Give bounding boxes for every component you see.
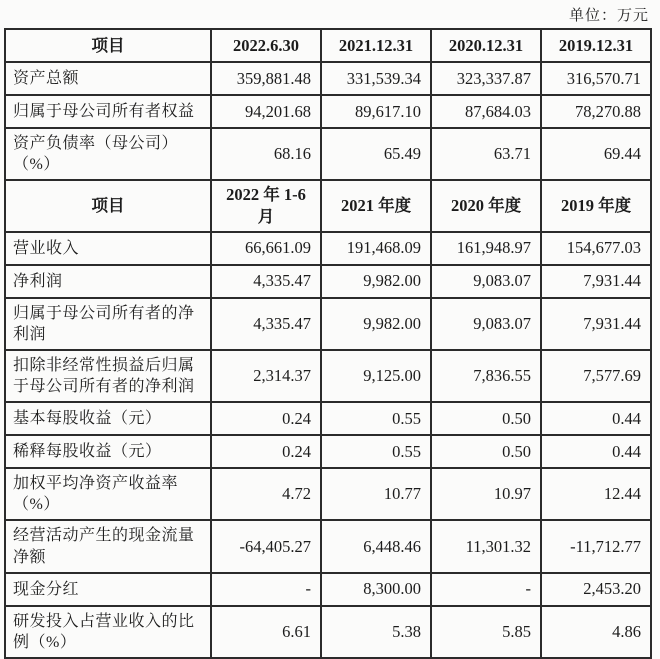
value-cell: 87,684.03 <box>431 95 541 128</box>
value-cell: 9,125.00 <box>321 350 431 402</box>
value-cell: 2,453.20 <box>541 573 651 606</box>
value-cell: 6.61 <box>211 606 321 658</box>
row-label-cell: 研发投入占营业收入的比例（%） <box>5 606 211 658</box>
value-cell: 0.55 <box>321 435 431 468</box>
row-label-cell: 基本每股收益（元） <box>5 402 211 435</box>
value-cell: 323,337.87 <box>431 62 541 95</box>
value-cell: 161,948.97 <box>431 232 541 265</box>
value-cell: 7,577.69 <box>541 350 651 402</box>
column-header-cell: 2022.6.30 <box>211 29 321 62</box>
value-cell: 4,335.47 <box>211 265 321 298</box>
value-cell: 316,570.71 <box>541 62 651 95</box>
column-header-cell: 2021 年度 <box>321 180 431 232</box>
value-cell: 4.86 <box>541 606 651 658</box>
header-row <box>5 29 651 62</box>
table-row <box>5 573 651 606</box>
value-cell: 65.49 <box>321 128 431 180</box>
table-row <box>5 520 651 572</box>
value-cell: 154,677.03 <box>541 232 651 265</box>
row-label-cell: 归属于母公司所有者的净利润 <box>5 298 211 350</box>
value-cell: 2,314.37 <box>211 350 321 402</box>
value-cell: 0.44 <box>541 402 651 435</box>
column-header-cell: 2020.12.31 <box>431 29 541 62</box>
value-cell: 78,270.88 <box>541 95 651 128</box>
value-cell: 66,661.09 <box>211 232 321 265</box>
table-row <box>5 298 651 350</box>
value-cell: 9,083.07 <box>431 265 541 298</box>
value-cell: 7,931.44 <box>541 265 651 298</box>
value-cell: 10.77 <box>321 468 431 520</box>
value-cell: -64,405.27 <box>211 520 321 572</box>
value-cell: 4.72 <box>211 468 321 520</box>
value-cell: 6,448.46 <box>321 520 431 572</box>
value-cell: 69.44 <box>541 128 651 180</box>
table-row <box>5 232 651 265</box>
value-cell: 0.50 <box>431 435 541 468</box>
row-label-cell: 资产总额 <box>5 62 211 95</box>
value-cell: 0.55 <box>321 402 431 435</box>
value-cell: -11,712.77 <box>541 520 651 572</box>
value-cell: 8,300.00 <box>321 573 431 606</box>
value-cell: 63.71 <box>431 128 541 180</box>
table-row <box>5 350 651 402</box>
table-row <box>5 402 651 435</box>
unit-label: 单位：万元 <box>568 8 649 24</box>
row-label-cell: 归属于母公司所有者权益 <box>5 95 211 128</box>
value-cell: 331,539.34 <box>321 62 431 95</box>
row-label-cell: 稀释每股收益（元） <box>5 435 211 468</box>
row-label-cell: 资产负债率（母公司）（%） <box>5 128 211 180</box>
header-row <box>5 180 651 232</box>
value-cell: 9,982.00 <box>321 265 431 298</box>
value-cell: 0.44 <box>541 435 651 468</box>
value-cell: 9,982.00 <box>321 298 431 350</box>
table-row <box>5 265 651 298</box>
value-cell: 11,301.32 <box>431 520 541 572</box>
value-cell: 4,335.47 <box>211 298 321 350</box>
financial-table <box>4 28 652 659</box>
value-cell: 191,468.09 <box>321 232 431 265</box>
value-cell: 89,617.10 <box>321 95 431 128</box>
column-header-cell: 2022 年 1-6 月 <box>211 180 321 232</box>
column-header-cell: 2020 年度 <box>431 180 541 232</box>
value-cell: 7,931.44 <box>541 298 651 350</box>
value-cell: 9,083.07 <box>431 298 541 350</box>
value-cell: 7,836.55 <box>431 350 541 402</box>
value-cell: 12.44 <box>541 468 651 520</box>
row-label-cell: 加权平均净资产收益率（%） <box>5 468 211 520</box>
column-header-cell: 2021.12.31 <box>321 29 431 62</box>
column-header-cell: 2019.12.31 <box>541 29 651 62</box>
value-cell: 94,201.68 <box>211 95 321 128</box>
value-cell: 5.85 <box>431 606 541 658</box>
table-row <box>5 606 651 658</box>
row-label-cell: 营业收入 <box>5 232 211 265</box>
value-cell: - <box>431 573 541 606</box>
value-cell: 359,881.48 <box>211 62 321 95</box>
table-row <box>5 468 651 520</box>
financial-table-body <box>5 29 651 658</box>
value-cell: 68.16 <box>211 128 321 180</box>
table-row <box>5 62 651 95</box>
value-cell: 0.50 <box>431 402 541 435</box>
column-header-cell: 2019 年度 <box>541 180 651 232</box>
column-header-cell: 项目 <box>5 29 211 62</box>
value-cell: 5.38 <box>321 606 431 658</box>
table-row <box>5 435 651 468</box>
value-cell: 0.24 <box>211 402 321 435</box>
value-cell: - <box>211 573 321 606</box>
table-row <box>5 95 651 128</box>
row-label-cell: 现金分红 <box>5 573 211 606</box>
row-label-cell: 经营活动产生的现金流量净额 <box>5 520 211 572</box>
row-label-cell: 净利润 <box>5 265 211 298</box>
value-cell: 0.24 <box>211 435 321 468</box>
table-row <box>5 128 651 180</box>
column-header-cell: 项目 <box>5 180 211 232</box>
row-label-cell: 扣除非经常性损益后归属于母公司所有者的净利润 <box>5 350 211 402</box>
value-cell: 10.97 <box>431 468 541 520</box>
